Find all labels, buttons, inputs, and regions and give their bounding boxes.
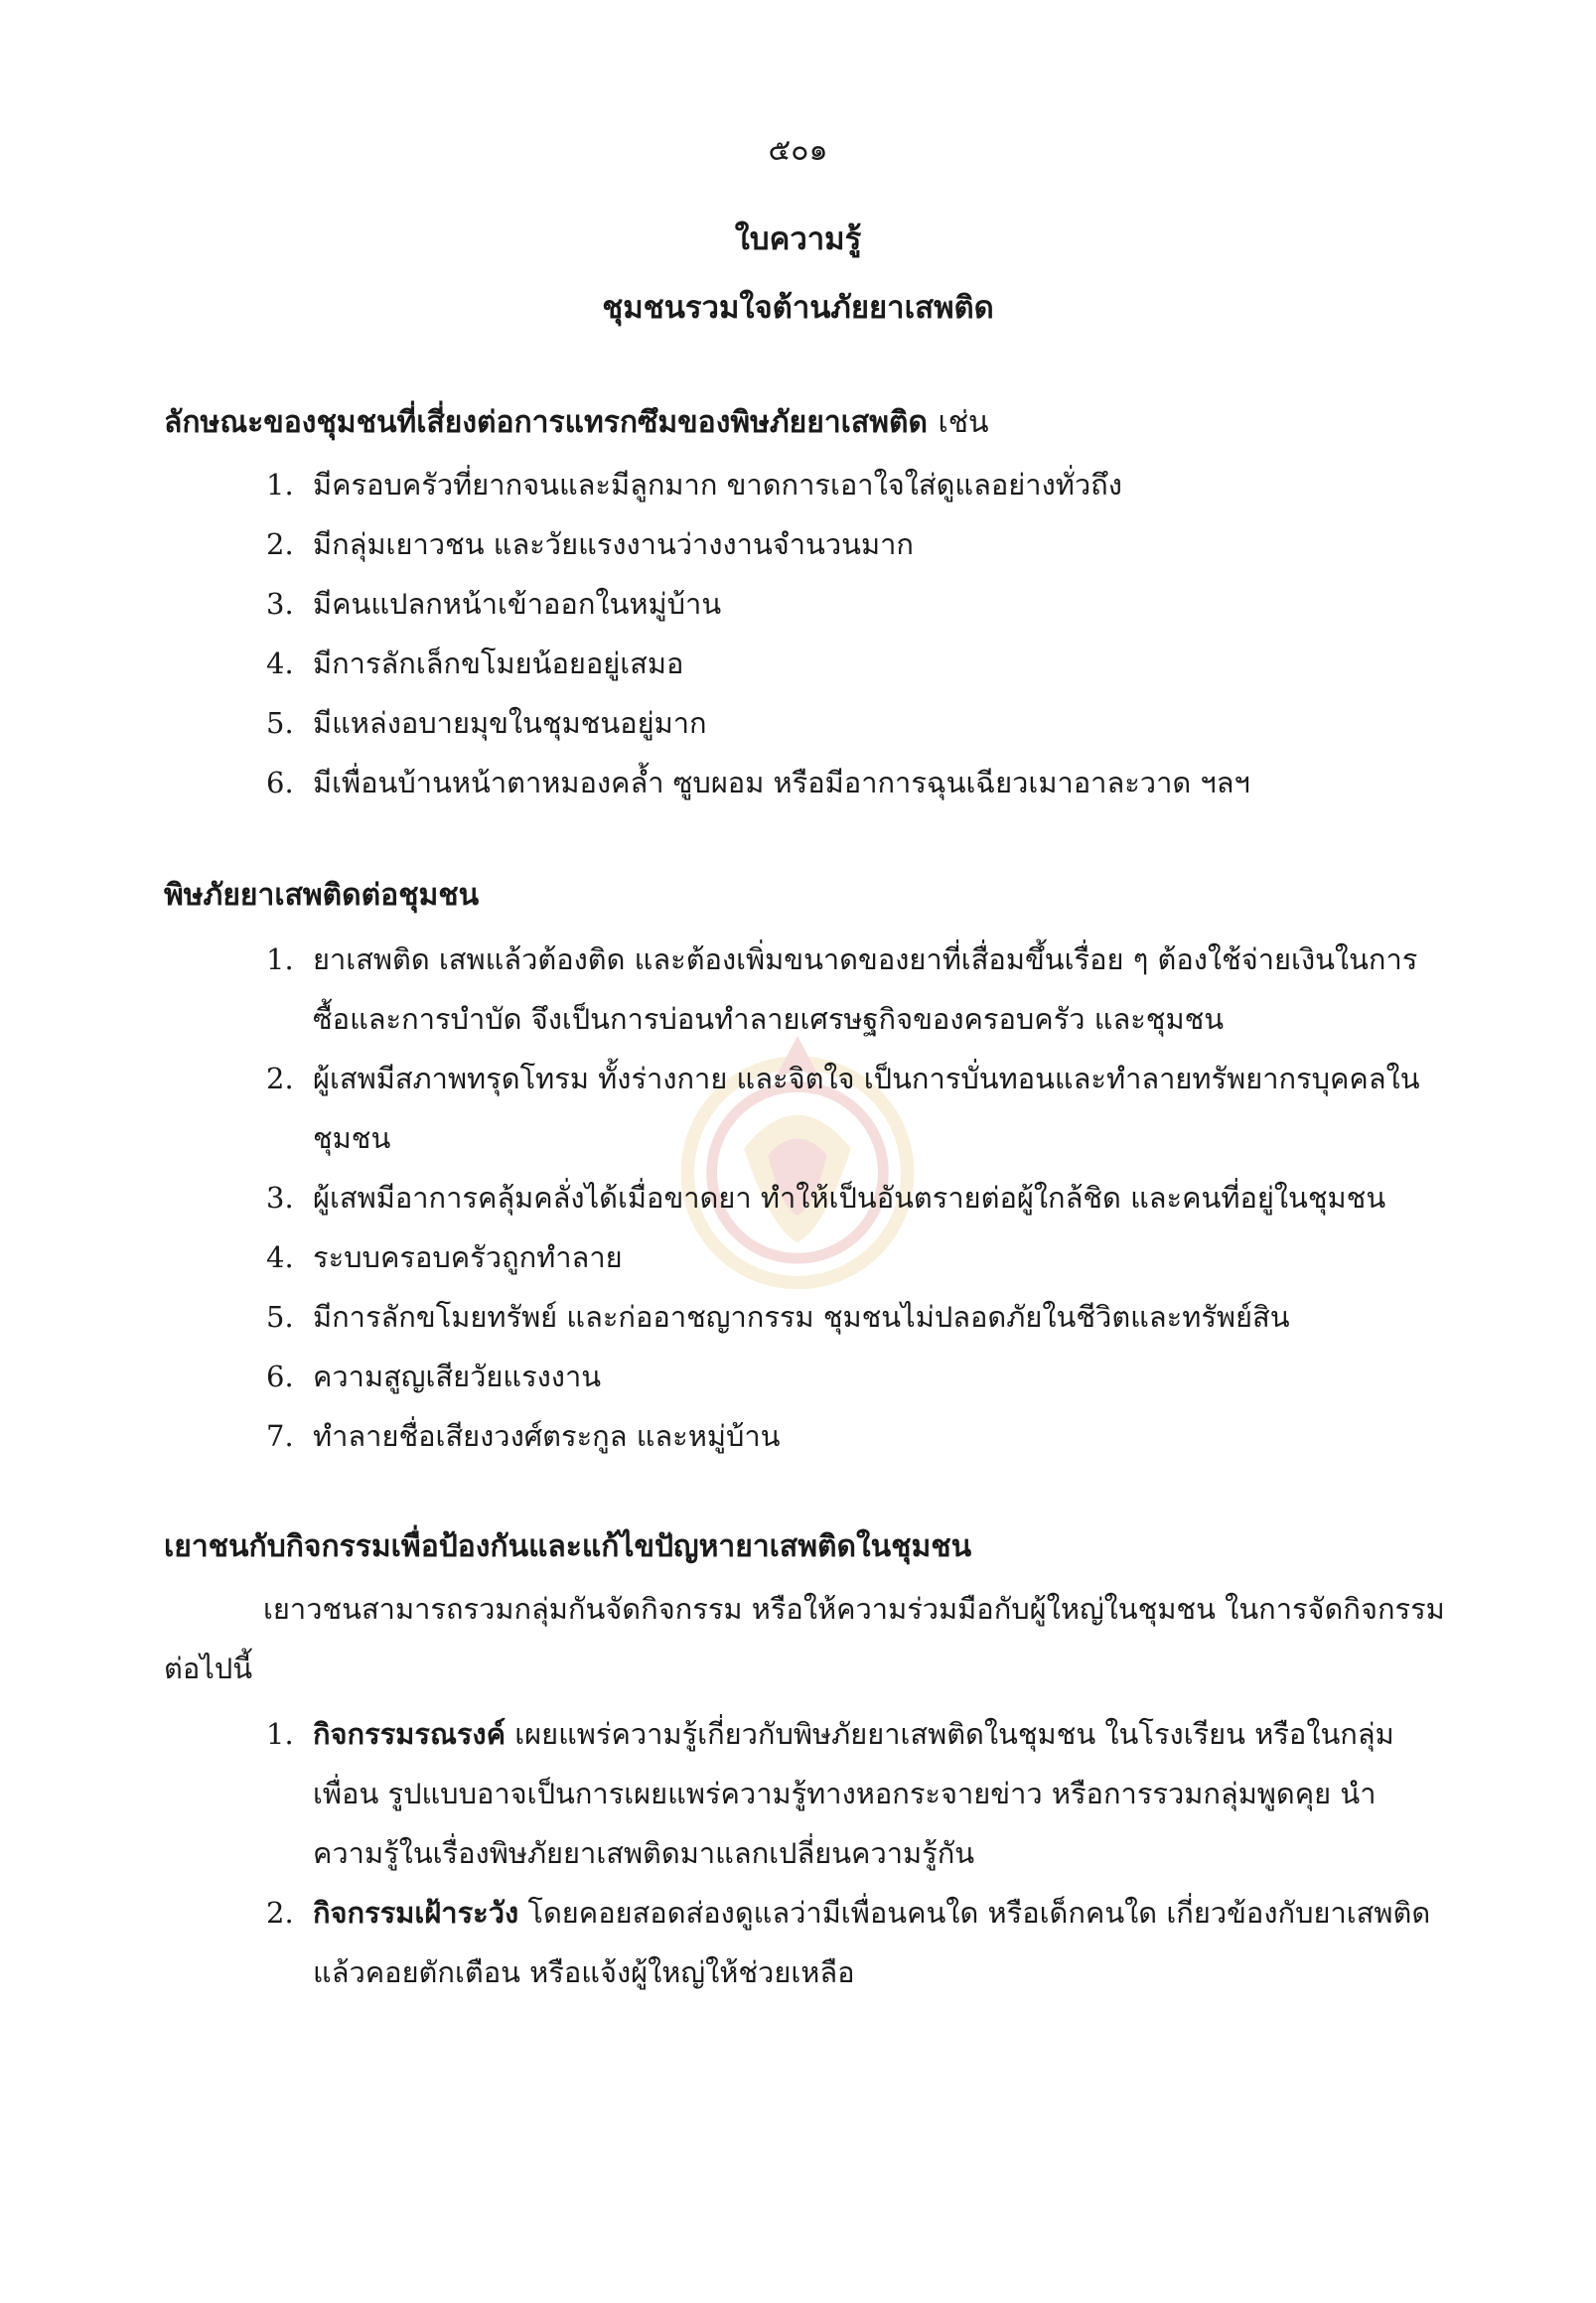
section-heading-suffix: เช่น	[938, 405, 989, 440]
activity-name: กิจกรรมเฝ้าระวัง	[313, 1896, 519, 1930]
section-heading-youth: เยาชนกับกิจกรรมเพื่อป้องกันและแก้ไขปัญหายาเสพติดในชุมชน	[164, 1529, 972, 1564]
list-item: 2. มีกลุ่มเยาวชน และวัยแรงงานว่างงานจำนวนมาก	[266, 527, 914, 561]
list-item: 6. ความสูญเสียวัยแรงงาน	[266, 1360, 602, 1393]
harm-list	[0, 930, 1445, 1466]
risk-list	[0, 455, 1445, 812]
activity-list	[0, 1704, 1445, 2002]
list-item: 2. ผู้เสพมีสภาพทรุดโทรม ทั้งร่างกาย และจิตใจ เป็นการบั่นทอนและทำลายทรัพยากรบุคคลในชุมชน	[266, 1062, 1420, 1155]
list-item: 1. ยาเสพติด เสพแล้วต้องติด และต้องเพิ่มขนาดของยาที่เสื่อมขึ้นเรื่อย ๆ ต้องใช้จ่ายเงินในการซื้อและการบำบัด จึงเป็นการบ่อนทำลายเศรษฐกิจของครอบครัว และชุมชน	[266, 942, 1418, 1036]
list-item: 4. ระบบครอบครัวถูกทำลาย	[266, 1240, 623, 1274]
document-title: ใบความรู้	[734, 221, 862, 257]
list-item: 5. มีการลักขโมยทรัพย์ และก่ออาชญากรรม ชุมชนไม่ปลอดภัยในชีวิตและทรัพย์สิน	[266, 1300, 1290, 1334]
section-heading-text: ลักษณะของชุมชนที่เสี่ยงต่อการแทรกซึมของพิษภัยยาเสพติด	[164, 405, 928, 440]
list-item: 3. มีคนแปลกหน้าเข้าออกในหมู่บ้าน	[266, 587, 722, 621]
section-heading-harm: พิษภัยยาเสพติดต่อชุมชน	[164, 878, 480, 913]
list-item: 2. กิจกรรมเฝ้าระวัง โดยคอยสอดส่องดูแลว่ามีเพื่อนคนใด หรือเด็กคนใด เกี่ยวข้องกับยาเสพติด แล้วคอยตักเตือน หรือแจ้งผู้ใหญ่ให้ช่วยเหลือ	[266, 1896, 1431, 1989]
document-subtitle: ชุมชนรวมใจต้านภัยยาเสพติด	[602, 290, 994, 326]
list-item: 6. มีเพื่อนบ้านหน้าตาหมองคล้ำ ซูบผอม หรือมีอาการฉุนเฉียวเมาอาละวาด ฯลฯ	[266, 766, 1250, 799]
activity-name: กิจกรรมรณรงค์	[313, 1717, 506, 1751]
list-item: 3. ผู้เสพมีอาการคลุ้มคลั่งได้เมื่อขาดยา ทำให้เป็นอันตรายต่อผู้ใกล้ชิด และคนที่อยู่ในชุมชน	[266, 1181, 1386, 1215]
list-item: 4. มีการลักเล็กขโมยน้อยอยู่เสมอ	[266, 647, 684, 680]
list-item: 7. ทำลายชื่อเสียงวงศ์ตระกูล และหมู่บ้าน	[266, 1419, 781, 1453]
list-item: 1. กิจกรรมรณรงค์ เผยแพร่ความรู้เกี่ยวกับพิษภัยยาเสพติดในชุมชน ในโรงเรียน หรือในกลุ่มเพื่อน รูปแบบอาจเป็นการเผยแพร่ความรู้ทางหอกระจายข่าว หรือการรวมกลุ่มพูดคุย นำความรู้ในเรื่องพิษภัยยาเสพติดมาแลกเปลี่ยนความรู้กัน	[266, 1717, 1394, 1870]
list-item: 1. มีครอบครัวที่ยากจนและมีลูกมาก ขาดการเอาใจใส่ดูแลอย่างทั่วถึง	[266, 468, 1122, 502]
youth-paragraph: เยาวชนสามารถรวมกลุ่มกันจัดกิจกรรม หรือให้ความร่วมมือกับผู้ใหญ่ในชุมชน ในการจัดกิจกรรมต่อไปนี้	[164, 1592, 1445, 1685]
section-heading-risk	[164, 399, 989, 446]
page-number: ๕๐๑	[768, 133, 828, 168]
list-item: 5. มีแหล่งอบายมุขในชุมชนอยู่มาก	[266, 706, 707, 740]
